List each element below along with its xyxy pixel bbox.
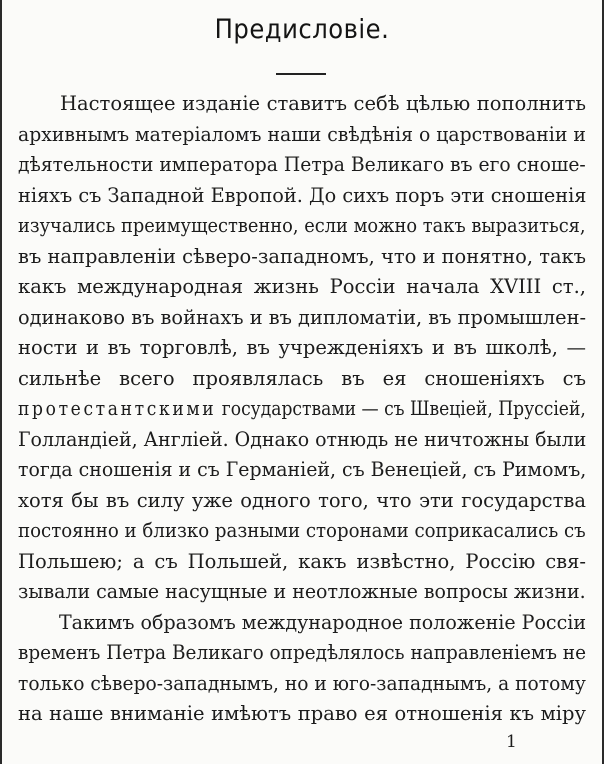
- text-line: тогда сношенія и съ Германіей, съ Венеціей, съ Римомъ,: [18, 458, 587, 481]
- spaced-emphasis: протестантскими: [18, 397, 217, 420]
- text-line: временъ Петра Великаго опредѣлялось направленіемъ не: [18, 641, 586, 664]
- text-line: въ направленіи сѣверо-западномъ, что и понятно, такъ: [18, 244, 587, 268]
- page-left-edge: [0, 0, 2, 764]
- line-segment: сильнѣе всего проявлялась въ ея сношеніяхъ съ: [18, 366, 586, 390]
- text-line: архивнымъ матеріаломъ наши свѣдѣнія о царствованіи и: [18, 122, 586, 146]
- text-line: постоянно и близко разными сторонами соприкасались съ: [18, 519, 586, 542]
- text-line: только сѣверо-западнымъ, но и юго-западнымъ, а потому: [18, 671, 586, 695]
- text-line: зывали самые насущные и неотложные вопросы жизни.: [18, 580, 586, 603]
- text-line: [18, 364, 586, 395]
- page-number: 1: [506, 732, 517, 752]
- text-line: ности и въ торговлѣ, въ учрежденіяхъ и въ школѣ, —: [18, 336, 586, 359]
- text-line: дѣятельности императора Петра Великаго въ его сноше-: [18, 153, 586, 176]
- line-segment: государствами — съ Швеціей, Пруссіей,: [221, 397, 586, 420]
- text-line: Настоящее изданіе ставитъ себѣ цѣлью пополнить: [60, 92, 586, 115]
- text-line: [18, 394, 586, 425]
- text-line: Польшею; а съ Польшей, какъ извѣстно, Россію свя-: [18, 549, 586, 573]
- body-text: [18, 89, 586, 730]
- title-divider: [276, 73, 326, 75]
- text-line: изучались преимущественно, если можно такъ выразиться,: [18, 214, 586, 237]
- text-line: какъ международная жизнь Россіи начала XVIII ст.,: [18, 275, 586, 298]
- page-title: Предисловіе.: [214, 14, 390, 45]
- text-line: Такимъ образомъ международное положеніе Россіи: [58, 610, 587, 634]
- text-line: хотя бы въ силу уже одного того, что эти государства: [18, 488, 586, 512]
- text-line: одинаково въ войнахъ и въ дипломатіи, въ промышлен-: [18, 305, 586, 329]
- text-line: Голландіей, Англіей. Однако отнюдь не ничтожны были: [18, 427, 587, 451]
- text-line: ніяхъ съ Западной Европой. До сихъ поръ эти сношенія: [18, 183, 587, 207]
- text-line: на наше вниманіе имѣютъ право ея отношенія къ міру: [18, 702, 586, 725]
